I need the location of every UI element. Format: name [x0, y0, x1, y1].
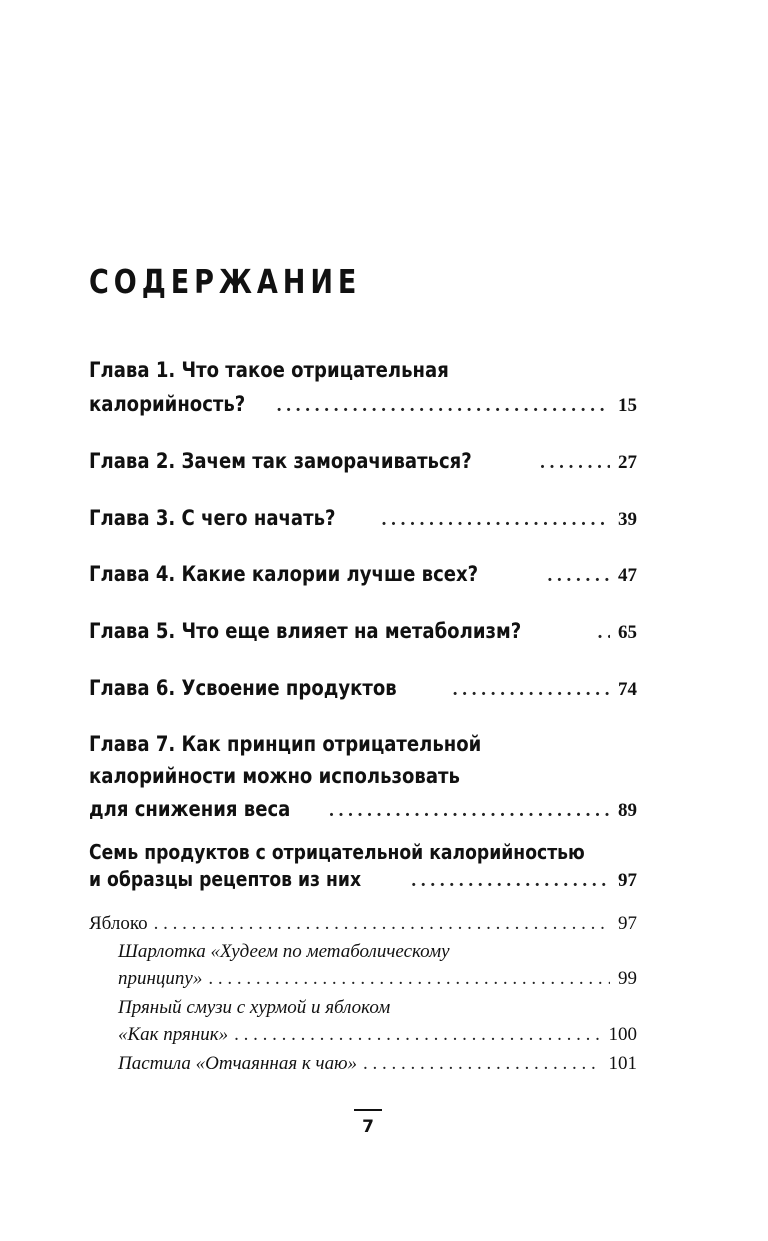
leader-dots — [453, 679, 610, 701]
chapter-title-line: калорийности можно использовать — [89, 764, 460, 788]
leader-dots — [277, 395, 610, 417]
toc-entry-chapter-1[interactable] — [89, 358, 637, 417]
page-ref: 47 — [618, 565, 637, 586]
leader-dots — [363, 1053, 600, 1075]
recipe-title: Пастила «Отчаянная к чаю» — [118, 1053, 358, 1074]
page-ref: 99 — [618, 968, 637, 989]
page-number: 7 — [362, 1117, 374, 1137]
toc-entry-chapter-4[interactable] — [89, 562, 637, 587]
chapter-title: Глава 2. Зачем так заморачиваться? — [89, 449, 472, 473]
page-ref: 65 — [618, 622, 637, 643]
chapter-title-line: для снижения веса — [89, 797, 291, 821]
leader-dots — [382, 509, 610, 531]
page-ref: 89 — [618, 800, 637, 821]
recipe-title-line: «Как пряник» — [118, 1024, 229, 1045]
chapter-title: Глава 4. Какие калории лучше всех? — [89, 562, 479, 586]
chapter-title: Глава 3. С чего начать? — [89, 506, 336, 530]
leader-dots — [329, 800, 610, 822]
toc-entry-section[interactable] — [89, 840, 637, 892]
page-ref: 39 — [618, 509, 637, 530]
recipe-title-line: Шарлотка «Худеем по метаболическому — [118, 941, 450, 962]
page-ref: 100 — [608, 1024, 637, 1045]
chapter-title: Глава 5. Что еще влияет на метаболизм? — [89, 619, 522, 643]
item-title: Яблоко — [89, 913, 148, 934]
leader-dots — [540, 452, 610, 474]
page-ref: 97 — [618, 870, 637, 891]
leader-dots — [548, 565, 610, 587]
leader-dots — [234, 1024, 600, 1046]
page-number-rule — [354, 1109, 382, 1111]
leader-dots — [598, 622, 610, 644]
chapter-title-line: Глава 1. Что такое отрицательная — [89, 358, 449, 382]
leader-dots — [208, 968, 610, 990]
toc-entry-chapter-6[interactable] — [89, 676, 637, 701]
leader-dots — [154, 913, 610, 935]
toc-entry-recipe-1[interactable] — [89, 941, 637, 990]
recipe-title-line: принципу» — [118, 968, 203, 989]
chapter-title: Глава 6. Усвоение продуктов — [89, 676, 397, 700]
section-title-line: и образцы рецептов из них — [89, 867, 362, 891]
page-ref: 101 — [608, 1053, 637, 1074]
toc-entry-item[interactable] — [89, 913, 637, 935]
page-ref: 74 — [618, 679, 637, 700]
section-title-line: Семь продуктов с отрицательной калорийностью — [89, 840, 585, 864]
toc-entry-chapter-5[interactable] — [89, 619, 637, 644]
toc-title: СОДЕРЖАНИЕ — [89, 262, 362, 301]
chapter-title-line: калорийность? — [89, 392, 246, 416]
toc-entry-chapter-7[interactable] — [89, 732, 637, 822]
leader-dots — [411, 870, 610, 892]
toc-entry-chapter-3[interactable] — [89, 506, 637, 531]
page-ref: 15 — [618, 395, 637, 416]
recipe-title-line: Пряный смузи с хурмой и яблоком — [118, 997, 391, 1018]
toc-entry-chapter-2[interactable] — [89, 449, 637, 474]
page-ref: 97 — [618, 913, 637, 934]
chapter-title-line: Глава 7. Как принцип отрицательной — [89, 732, 482, 756]
toc-entry-recipe-3[interactable] — [89, 1053, 637, 1075]
toc-entry-recipe-2[interactable] — [89, 997, 637, 1046]
page-ref: 27 — [618, 452, 637, 473]
